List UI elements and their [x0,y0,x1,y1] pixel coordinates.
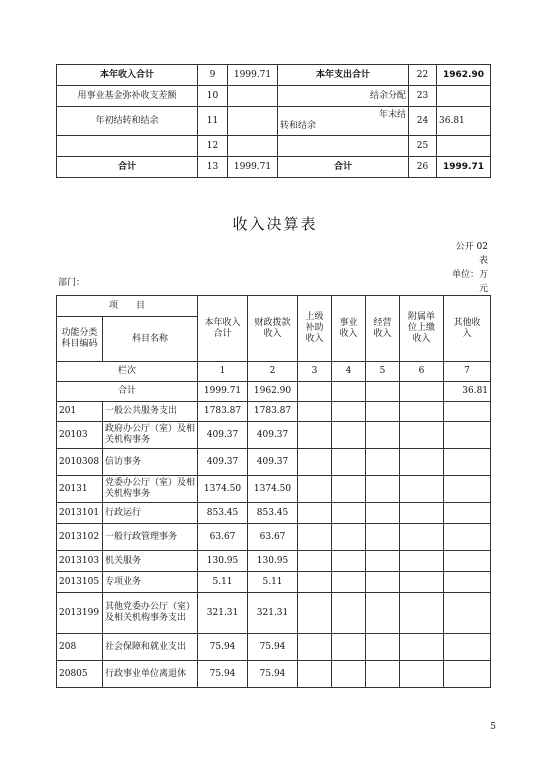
table-row [57,136,491,157]
empty-cell [298,661,332,688]
row-name: 其他党委办公厅（室）及相关机构事务支出 [103,593,198,634]
page-number: 5 [490,722,496,732]
empty-cell [366,449,400,476]
row-label-line: 转和结余 [280,121,317,131]
row-fiscal-amount: 853.45 [248,503,298,524]
header-line: 收入 [373,328,392,339]
column-number: 6 [400,362,444,382]
row-total-amount: 5.11 [198,572,248,593]
row-label [278,136,409,157]
amount-cell: 1999.71 [228,65,278,86]
income-table [56,295,491,688]
header-line: 入 [462,328,472,339]
empty-cell [298,402,332,422]
empty-cell [366,382,400,402]
empty-cell [400,593,444,634]
header-line: 收入 [339,328,358,339]
expense-total-label: 本年支出合计 [278,65,409,86]
row-fiscal-amount: 1374.50 [248,476,298,503]
amount-cell: 36.81 [437,107,491,136]
column-number: 4 [332,362,366,382]
form-code-line: 公开 02 [455,242,488,252]
empty-cell [400,551,444,572]
upper-subsidy-header [298,296,332,362]
grand-total-label: 合计 [57,157,198,178]
row-code: 20131 [57,476,103,503]
table-row [57,86,491,107]
column-number: 7 [444,362,491,382]
header-line: 收入 [305,333,324,344]
row-fiscal-amount: 75.94 [248,634,298,661]
other-amount: 36.81 [444,382,491,402]
column-number: 2 [248,362,298,382]
fiscal-header [248,296,298,362]
row-label: 用事业基金弥补收支差额 [57,86,198,107]
empty-cell [444,503,491,524]
empty-cell [400,476,444,503]
row-total-amount: 63.67 [198,524,248,551]
unit-label-line: 单位：万 [451,270,488,280]
row-fiscal-amount: 409.37 [248,422,298,449]
empty-cell [366,402,400,422]
line-number: 10 [198,86,228,107]
table-row [57,449,491,476]
total-row [57,382,491,402]
row-name: 行政事业单位离退休 [103,661,198,688]
column-number-row [57,362,491,382]
line-number: 24 [409,107,437,136]
empty-cell [332,661,366,688]
affiliated-income-header [400,296,444,362]
empty-cell [332,402,366,422]
summary-table [56,64,491,178]
function-code-header [57,317,103,362]
business-income-header [332,296,366,362]
empty-cell [400,634,444,661]
row-total-amount: 75.94 [198,661,248,688]
row-name: 行政运行 [103,503,198,524]
header-line: 科目编码 [61,339,98,349]
fiscal-amount: 1962.90 [248,382,298,402]
empty-cell [444,551,491,572]
row-code: 20805 [57,661,103,688]
empty-cell [366,422,400,449]
header-line: 本年收入 [204,317,241,328]
empty-cell [400,661,444,688]
row-label [57,136,198,157]
table-row [57,524,491,551]
header-line: 其他收 [453,317,481,328]
empty-cell [332,634,366,661]
empty-cell [332,503,366,524]
empty-cell [298,449,332,476]
empty-cell [400,572,444,593]
table-row [57,65,491,86]
row-name: 党委办公厅（室）及相关机构事务 [103,476,198,503]
row-code: 201 [57,402,103,422]
empty-cell [366,634,400,661]
row-label: 年初结转和结余 [57,107,198,136]
empty-cell [444,422,491,449]
header-line: 收入 [412,333,431,344]
empty-cell [366,476,400,503]
total-label: 合计 [57,382,198,402]
empty-cell [444,634,491,661]
row-name: 信访事务 [103,449,198,476]
empty-cell [332,476,366,503]
header-line: 财政拨款 [254,317,291,328]
row-label-line: 年末结 [378,110,406,121]
empty-cell [366,593,400,634]
row-name: 社会保障和就业支出 [103,634,198,661]
line-number: 22 [409,65,437,86]
empty-cell [366,551,400,572]
row-name: 一般行政管理事务 [103,524,198,551]
empty-cell [332,572,366,593]
row-total-amount: 130.95 [198,551,248,572]
total-header [198,296,248,362]
empty-cell [444,524,491,551]
header-line: 收入 [263,328,282,339]
empty-cell [298,551,332,572]
empty-cell [444,449,491,476]
table-row [57,422,491,449]
line-number: 12 [198,136,228,157]
amount-cell [437,136,491,157]
empty-cell [332,449,366,476]
row-code: 20103 [57,422,103,449]
item-header: 项 目 [57,296,198,317]
empty-cell [332,524,366,551]
empty-cell [400,449,444,476]
operating-income-header [366,296,400,362]
row-fiscal-amount: 63.67 [248,524,298,551]
amount-cell: 1999.71 [437,157,491,178]
empty-cell [444,572,491,593]
row-total-amount: 75.94 [198,634,248,661]
amount-cell: 1962.90 [437,65,491,86]
header-line: 功能分类 [61,328,98,339]
row-name: 政府办公厅（室）及相关机构事务 [103,422,198,449]
table-row [57,593,491,634]
row-fiscal-amount: 1783.87 [248,402,298,422]
income-total-label: 本年收入合计 [57,65,198,86]
row-fiscal-amount: 409.37 [248,449,298,476]
line-number: 23 [409,86,437,107]
line-number: 25 [409,136,437,157]
empty-cell [298,476,332,503]
empty-cell [400,422,444,449]
department-label: 部门： [58,278,86,288]
unit-label-line: 元 [478,284,488,294]
header-line: 位上缴 [408,323,436,334]
total-amount: 1999.71 [198,382,248,402]
row-total-amount: 1783.87 [198,402,248,422]
unit-label [452,268,488,296]
subject-name-header: 科目名称 [103,317,198,362]
empty-cell [444,593,491,634]
empty-cell [400,503,444,524]
table-row [57,572,491,593]
empty-cell [366,661,400,688]
row-name: 机关服务 [103,551,198,572]
column-number: 5 [366,362,400,382]
line-number: 11 [198,107,228,136]
empty-cell [298,572,332,593]
row-code: 2013103 [57,551,103,572]
line-number: 9 [198,65,228,86]
row-fiscal-amount: 5.11 [248,572,298,593]
empty-cell [298,593,332,634]
amount-cell: 1999.71 [228,157,278,178]
empty-cell [298,503,332,524]
other-income-header [444,296,491,362]
grand-total-label: 合计 [278,157,409,178]
row-code: 2010308 [57,449,103,476]
amount-cell [437,86,491,107]
table-row [57,661,491,688]
amount-cell [228,136,278,157]
row-code: 208 [57,634,103,661]
row-total-amount: 853.45 [198,503,248,524]
header-line: 经营 [373,317,392,328]
empty-cell [400,382,444,402]
table-row [57,476,491,503]
empty-cell [332,382,366,402]
row-total-amount: 321.31 [198,593,248,634]
header-line: 上级 [305,312,324,323]
empty-cell [332,593,366,634]
table-row [57,634,491,661]
table-row [57,107,491,136]
column-number: 1 [198,362,248,382]
line-number: 26 [409,157,437,178]
header-line: 附属单 [408,312,436,323]
empty-cell [444,661,491,688]
header-row [57,296,491,317]
header-line: 事业 [339,317,358,328]
empty-cell [298,422,332,449]
header-line: 合计 [213,328,232,339]
empty-cell [366,503,400,524]
row-fiscal-amount: 75.94 [248,661,298,688]
amount-cell [228,107,278,136]
row-label: 结余分配 [278,86,409,107]
empty-cell [332,551,366,572]
table-row [57,402,491,422]
table-row [57,157,491,178]
empty-cell [332,422,366,449]
row-code: 2013105 [57,572,103,593]
row-total-amount: 1374.50 [198,476,248,503]
empty-cell [298,634,332,661]
column-number: 3 [298,362,332,382]
row-label [278,107,409,136]
row-total-amount: 409.37 [198,422,248,449]
table-row [57,551,491,572]
row-name: 一般公共服务支出 [103,402,198,422]
empty-cell [444,476,491,503]
empty-cell [366,524,400,551]
page-title: 收入决算表 [232,215,318,233]
row-fiscal-amount: 321.31 [248,593,298,634]
column-number-label: 栏次 [57,362,198,382]
row-code: 2013102 [57,524,103,551]
empty-cell [400,524,444,551]
row-code: 2013101 [57,503,103,524]
line-number: 13 [198,157,228,178]
header-line: 补助 [305,323,324,334]
empty-cell [444,402,491,422]
empty-cell [298,524,332,551]
empty-cell [400,402,444,422]
table-row [57,503,491,524]
empty-cell [366,572,400,593]
row-name: 专项业务 [103,572,198,593]
income-rows [57,402,491,688]
amount-cell [228,86,278,107]
form-code [456,240,488,268]
form-code-line: 表 [478,256,488,266]
row-total-amount: 409.37 [198,449,248,476]
empty-cell [298,382,332,402]
row-code: 2013199 [57,593,103,634]
row-fiscal-amount: 130.95 [248,551,298,572]
